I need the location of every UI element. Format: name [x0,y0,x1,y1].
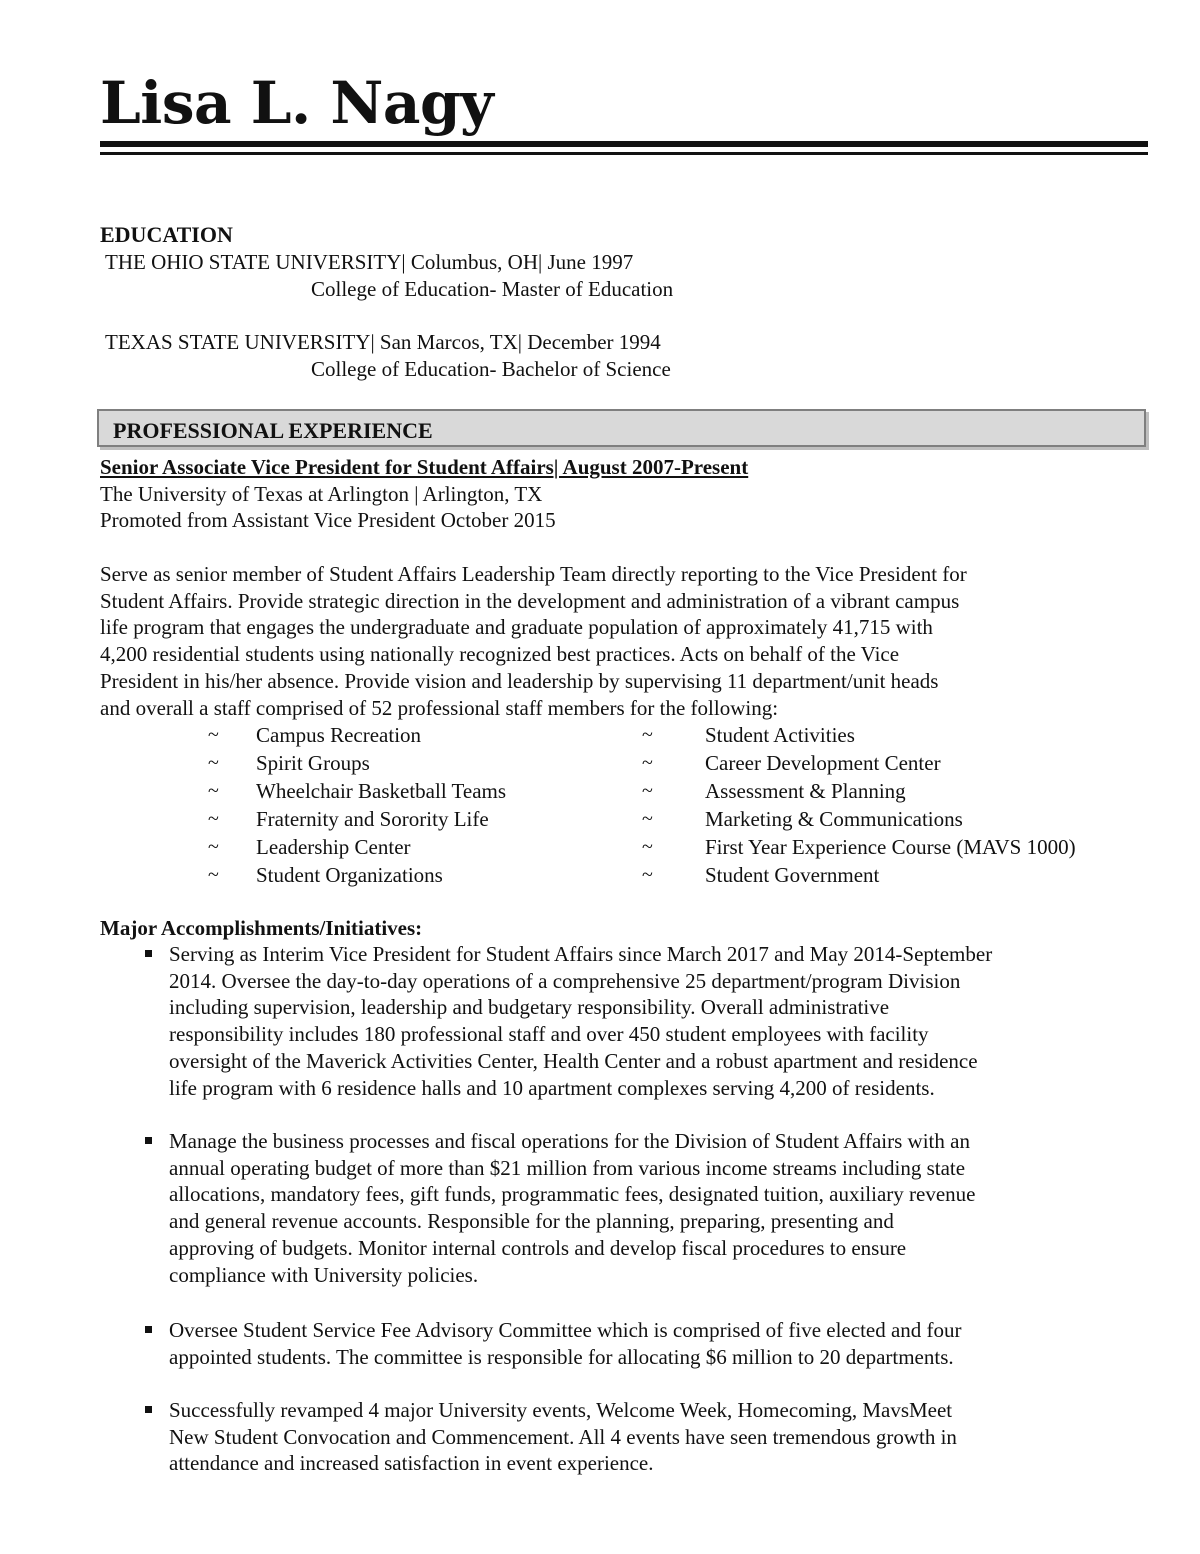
education-institution: THE OHIO STATE UNIVERSITY| Columbus, OH| June 1997 [105,250,634,274]
accomplishment-line: Manage the business processes and fiscal operations for the Division of Student Affairs with an [169,1129,970,1153]
candidate-name: Lisa L. Nagy [100,69,494,137]
tilde-bullet: ~ [208,808,219,830]
accomplishment-item [169,1317,1129,1370]
department-item: Student Activities [705,723,855,747]
accomplishment-item [169,1397,1129,1477]
tilde-bullet: ~ [208,864,219,886]
tilde-bullet: ~ [642,724,653,746]
department-item: Fraternity and Sorority Life [256,807,489,831]
department-item: Spirit Groups [256,751,370,775]
tilde-bullet: ~ [642,808,653,830]
summary-line: 4,200 residential students using nationally recognized best practices. Acts on behalf of the Vice [100,642,900,667]
education-degree: College of Education- Master of Education [311,277,674,301]
square-bullet-icon [145,1326,152,1333]
department-item: Leadership Center [256,835,411,859]
education-degree: College of Education- Bachelor of Science [311,357,671,381]
education-heading: EDUCATION [100,222,233,247]
accomplishment-item [169,1128,1129,1288]
accomplishment-line: responsibility includes 180 professional staff and over 450 student employees with facility [169,1022,929,1047]
summary-line: life program that engages the undergraduate and graduate population of approximately 41,715 with [100,615,933,640]
accomplishment-line: 2014. Oversee the day-to-day operations of a comprehensive 25 department/program Division [169,968,961,993]
experience-section-band [97,409,1146,447]
department-item: Wheelchair Basketball Teams [256,779,507,803]
accomplishment-line: Successfully revamped 4 major University events, Welcome Week, Homecoming, MavsMeet [169,1398,953,1422]
education-institution: TEXAS STATE UNIVERSITY| San Marcos, TX| December 1994 [105,330,661,354]
tilde-bullet: ~ [642,836,653,858]
accomplishment-line: oversight of the Maverick Activities Center, Health Center and a robust apartment and residence [169,1048,978,1073]
job-title: Senior Associate Vice President for Student Affairs| August 2007-Present [100,455,749,479]
accomplishment-line: Serving as Interim Vice President for Student Affairs since March 2017 and May 2014-September [169,942,993,966]
accomplishment-line: compliance with University policies. [169,1262,479,1287]
promotion-note: Promoted from Assistant Vice President October 2015 [100,508,556,532]
accomplishments-heading: Major Accomplishments/Initiatives: [100,916,423,940]
tilde-bullet: ~ [208,780,219,802]
tilde-bullet: ~ [642,780,653,802]
tilde-bullet: ~ [208,752,219,774]
tilde-bullet: ~ [642,864,653,886]
education-entry-texas-state [105,329,671,383]
header-rule-thick [100,141,1148,147]
accomplishment-item [169,941,1129,1101]
accomplishment-line: and general revenue accounts. Responsible for the planning, preparing, presenting and [169,1209,894,1234]
accomplishment-line: attendance and increased satisfaction in event experience. [169,1451,654,1476]
summary-line: Serve as senior member of Student Affairs Leadership Team directly reporting to the Vice President for [100,562,967,586]
education-entry-osu [105,249,673,303]
header-rule-thin [100,152,1148,155]
square-bullet-icon [145,950,152,957]
department-item: Career Development Center [705,751,941,775]
tilde-bullet: ~ [208,836,219,858]
accomplishment-line: annual operating budget of more than $21 million from various income streams including state [169,1155,966,1180]
accomplishment-line: approving of budgets. Monitor internal controls and develop fiscal procedures to ensure [169,1235,907,1260]
accomplishment-line: allocations, mandatory fees, gift funds, programmatic fees, designated tuition, auxiliary revenue [169,1182,976,1207]
square-bullet-icon [145,1137,152,1144]
summary-line: and overall a staff comprised of 52 professional staff members for the following: [100,695,779,720]
accomplishment-line: appointed students. The committee is responsible for allocating $6 million to 20 departments. [169,1344,954,1369]
tilde-bullet: ~ [208,724,219,746]
employer: The University of Texas at Arlington | Arlington, TX [100,482,543,506]
department-item: First Year Experience Course (MAVS 1000) [705,835,1076,859]
department-item: Assessment & Planning [705,779,906,803]
summary-line: Student Affairs. Provide strategic direction in the development and administration of a vibrant campus [100,588,960,613]
department-item: Student Government [705,863,880,887]
square-bullet-icon [145,1406,152,1413]
summary-line: President in his/her absence. Provide vision and leadership by supervising 11 department/unit heads [100,668,939,693]
accomplishment-line: life program with 6 residence halls and 10 apartment complexes serving 4,200 of residents. [169,1075,935,1100]
accomplishment-line: New Student Convocation and Commencement. All 4 events have seen tremendous growth in [169,1424,957,1449]
department-item: Campus Recreation [256,723,422,747]
department-item: Student Organizations [256,863,443,887]
accomplishment-line: including supervision, leadership and budgetary responsibility. Overall administrative [169,995,890,1020]
tilde-bullet: ~ [642,752,653,774]
department-item: Marketing & Communications [705,807,963,831]
accomplishment-line: Oversee Student Service Fee Advisory Committee which is comprised of five elected and four [169,1318,962,1342]
experience-summary [100,561,1110,721]
experience-heading: PROFESSIONAL EXPERIENCE [113,418,433,443]
